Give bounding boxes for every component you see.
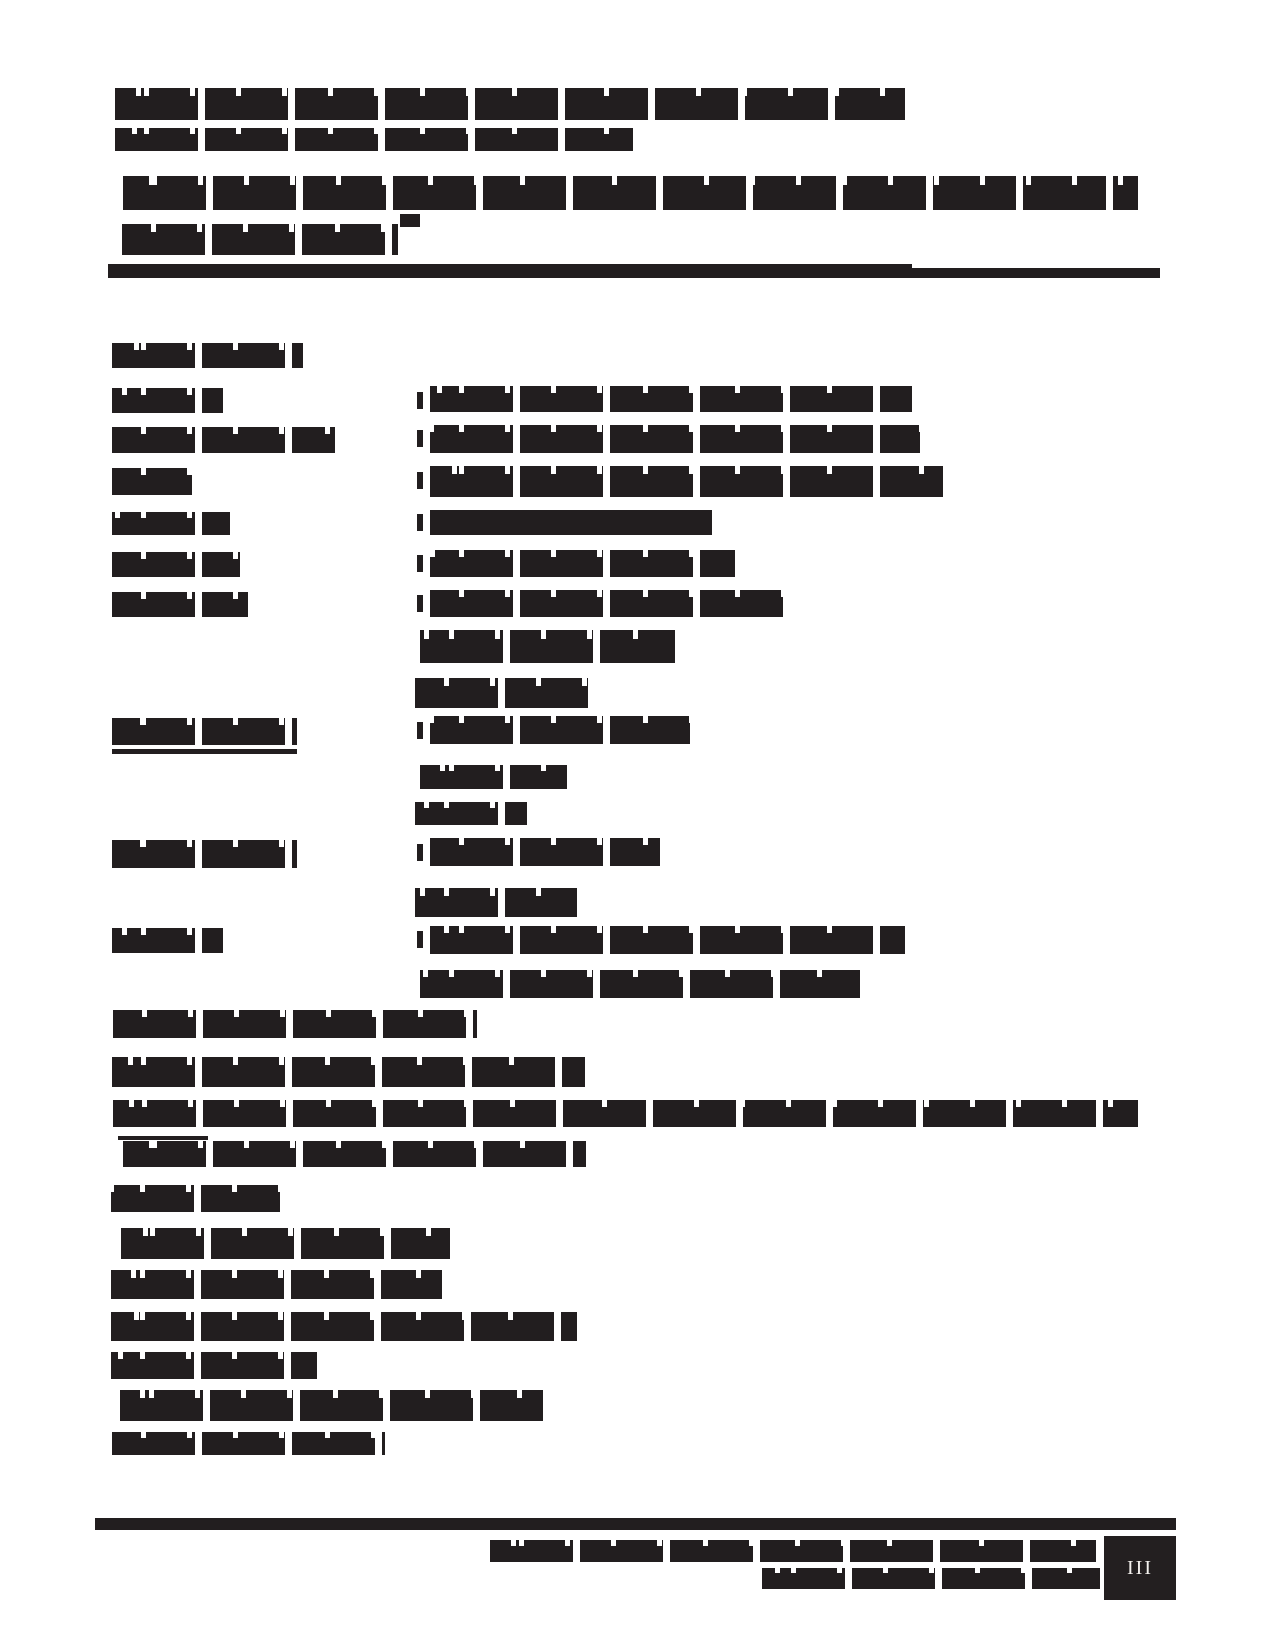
- paragraph-line-1: [113, 1100, 1138, 1127]
- closing-quote-mark: [400, 214, 420, 227]
- colon-5: [417, 555, 423, 572]
- section-heading: [112, 343, 303, 368]
- field-value-8-line-2: [415, 888, 577, 917]
- page-number: III: [1127, 1556, 1153, 1579]
- colon-8: [417, 844, 423, 861]
- colon-4: [417, 514, 423, 531]
- field-value-7-line-3: [415, 802, 527, 825]
- field-value-2: [430, 425, 920, 453]
- field-value-8: [430, 838, 660, 866]
- field-label-6: [112, 592, 248, 617]
- header-line-2: [115, 128, 633, 151]
- title-divider-thick: [108, 264, 912, 278]
- field-label-7-underline: [112, 749, 297, 754]
- header-line-1: [115, 88, 905, 120]
- field-label-9: [112, 928, 223, 953]
- title-line-2: [122, 224, 398, 255]
- field-label-8: [112, 840, 297, 868]
- field-label-4: [112, 512, 230, 535]
- footer-rule: [95, 1518, 1176, 1530]
- field-value-6-line-3: [415, 678, 592, 708]
- colon-2: [417, 430, 423, 447]
- field-value-5: [430, 550, 735, 577]
- statement-line-2: [112, 1057, 585, 1087]
- underline-fragment: [118, 1136, 208, 1140]
- field-value-6: [430, 590, 790, 617]
- colon-6: [417, 595, 423, 612]
- statement-line-6: [111, 1312, 577, 1341]
- page-number-box: [1104, 1536, 1176, 1600]
- footer-text-line-2: [762, 1568, 1100, 1589]
- colon-3: [417, 472, 423, 489]
- paragraph-line-2: [123, 1141, 586, 1167]
- colon-1: [417, 392, 423, 409]
- field-label-5: [112, 552, 240, 577]
- field-value-4: [430, 510, 712, 535]
- field-label-7: [112, 718, 297, 745]
- field-value-7-line-2: [420, 765, 567, 789]
- title-line-1: [123, 176, 1138, 210]
- field-label-3: [112, 468, 192, 495]
- colon-7: [417, 722, 423, 739]
- statement-line-1: [113, 1010, 477, 1038]
- field-value-9-line-2: [420, 970, 860, 998]
- statement-line-9: [112, 1432, 385, 1455]
- field-label-1: [112, 388, 223, 413]
- field-value-1: [430, 386, 912, 412]
- field-value-6-line-2: [420, 630, 675, 663]
- statement-line-7: [111, 1352, 317, 1379]
- statement-line-8: [120, 1390, 543, 1421]
- statement-line-5: [111, 1270, 442, 1299]
- footer-text-line-1: [490, 1540, 1096, 1562]
- field-value-7: [430, 716, 690, 744]
- field-label-2: [112, 427, 335, 453]
- title-divider-thin: [912, 268, 1160, 278]
- statement-line-3: [111, 1185, 280, 1212]
- colon-9: [417, 931, 423, 948]
- statement-line-4: [121, 1228, 450, 1259]
- field-value-9: [430, 926, 905, 954]
- field-value-3: [430, 466, 943, 497]
